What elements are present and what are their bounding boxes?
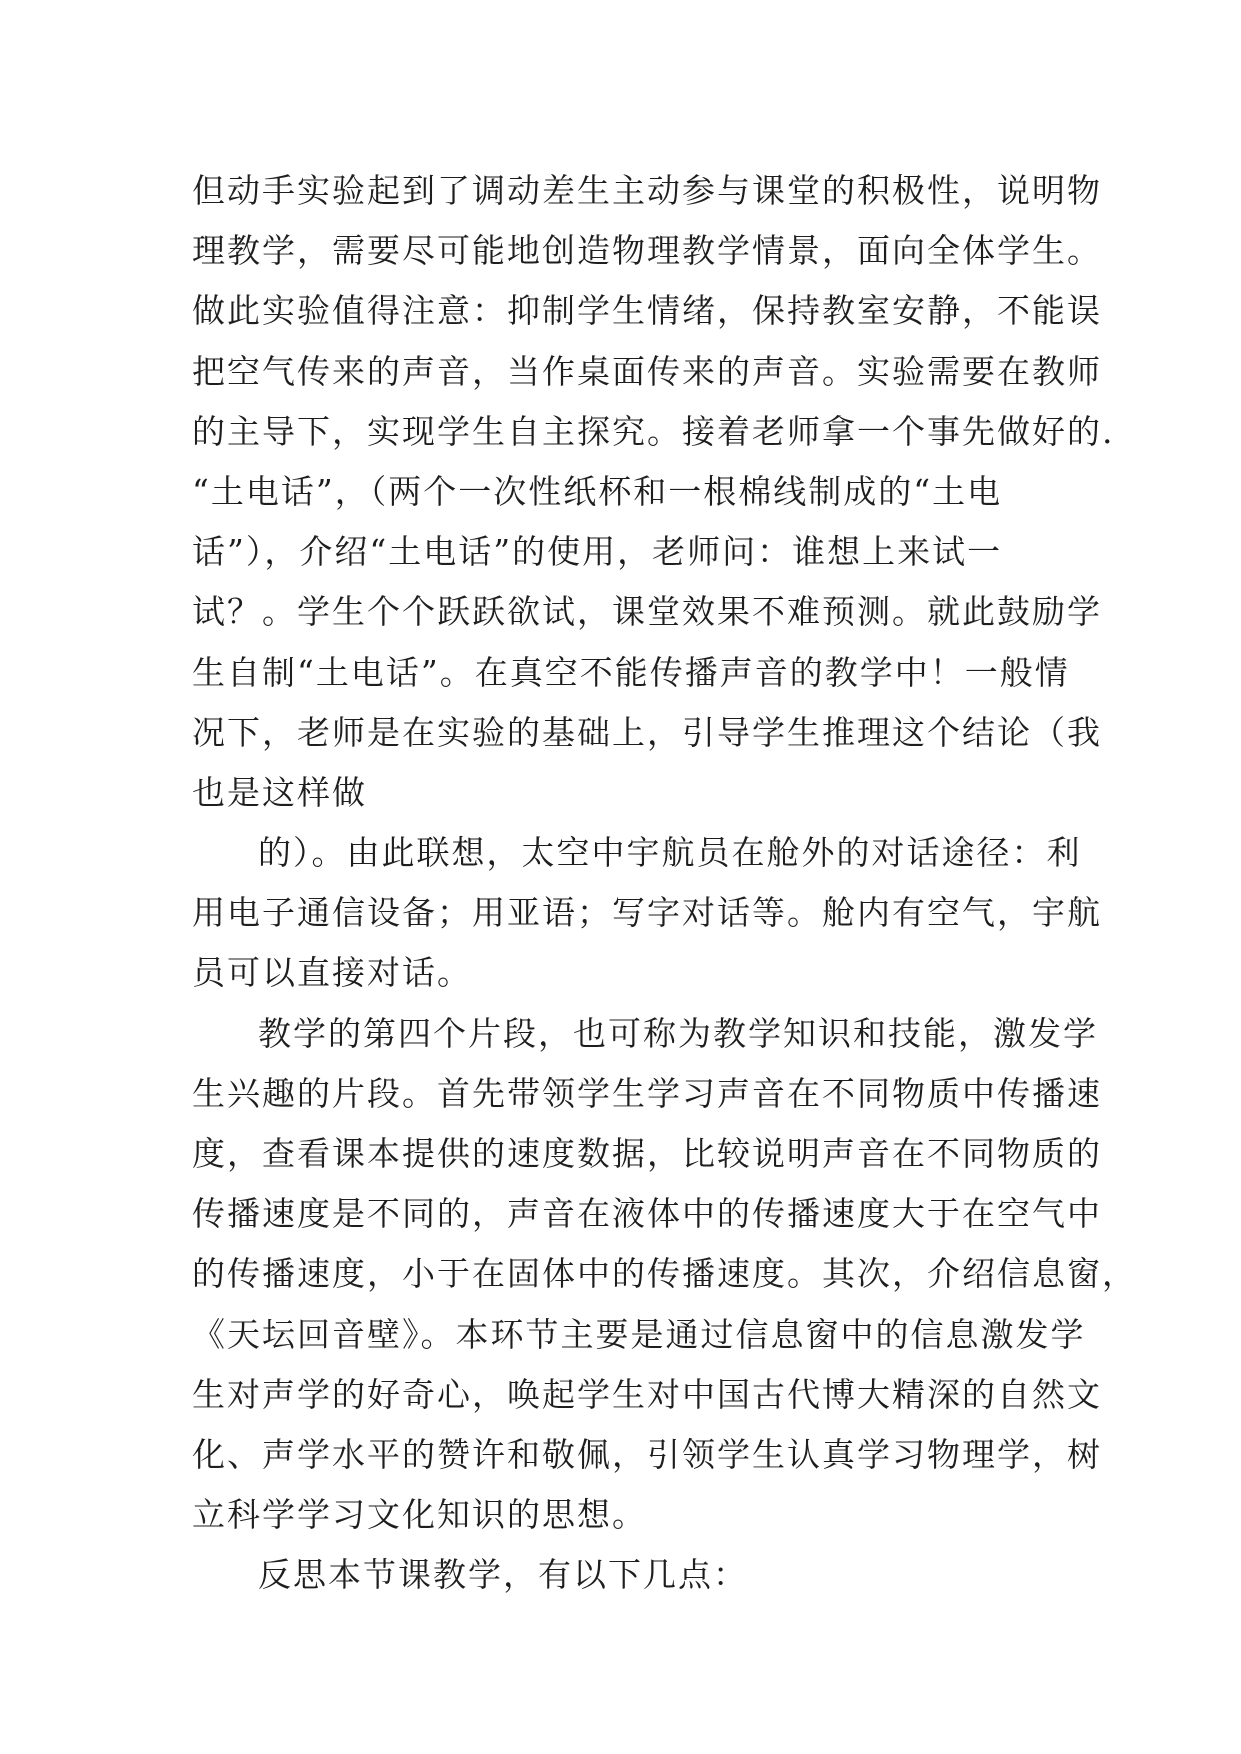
text-line: 传播速度是不同的，声音在液体中的传播速度大于在空气中: [192, 1194, 1102, 1234]
text-line: 立科学学习文化知识的思想。: [192, 1495, 647, 1535]
text-line: 的主导下，实现学生自主探究。接着老师拿一个事先做好的.: [192, 411, 1115, 451]
text-line: 做此实验值得注意：抑制学生情绪，保持教室安静，不能误: [192, 291, 1102, 331]
text-line: 生对声学的好奇心，唤起学生对中国古代博大精深的自然文: [192, 1374, 1102, 1414]
text-line: 化、声学水平的赞许和敬佩，引领学生认真学习物理学，树: [192, 1434, 1102, 1474]
text-line: 话”），介绍“土电话”的使用，老师问：谁想上来试一: [192, 532, 1003, 572]
text-line: 试？。学生个个跃跃欲试，课堂效果不难预测。就此鼓励学: [192, 592, 1102, 632]
text-line: 《天坛回音壁》。本环节主要是通过信息窗中的信息激发学: [192, 1314, 1086, 1354]
paragraph-first-line: 的）。由此联想，太空中宇航员在舱外的对话途径：利: [258, 833, 1082, 873]
text-line: 生兴趣的片段。首先带领学生学习声音在不同物质中传播速: [192, 1073, 1102, 1113]
text-line: “土电话”，（两个一次性纸杯和一根棉线制成的“土电: [192, 471, 1003, 511]
text-line: 理教学，需要尽可能地创造物理教学情景，面向全体学生。: [192, 231, 1102, 271]
text-line: 的传播速度，小于在固体中的传播速度。其次，介绍信息窗，: [192, 1254, 1137, 1294]
text-line: 把空气传来的声音，当作桌面传来的声音。实验需要在教师: [192, 351, 1102, 391]
body-text: [192, 161, 1137, 1606]
text-line: 用电子通信设备；用亚语；写字对话等。舱内有空气，宇航: [192, 893, 1102, 933]
text-line: 也是这样做: [192, 772, 367, 812]
paragraph-first-line: 反思本节课教学，有以下几点：: [258, 1555, 748, 1595]
text-line: 员可以直接对话。: [192, 953, 472, 993]
text-line: 度，查看课本提供的速度数据，比较说明声音在不同物质的: [192, 1134, 1102, 1173]
text-line: 但动手实验起到了调动差生主动参与课堂的积极性，说明物: [192, 171, 1102, 210]
text-line: 生自制“土电话”。在真空不能传播声音的教学中！一般情: [192, 652, 1070, 692]
text-line: 况下，老师是在实验的基础上，引导学生推理这个结论（我: [192, 712, 1102, 752]
paragraph-first-line: 教学的第四个片段，也可称为教学知识和技能，激发学: [258, 1013, 1098, 1053]
